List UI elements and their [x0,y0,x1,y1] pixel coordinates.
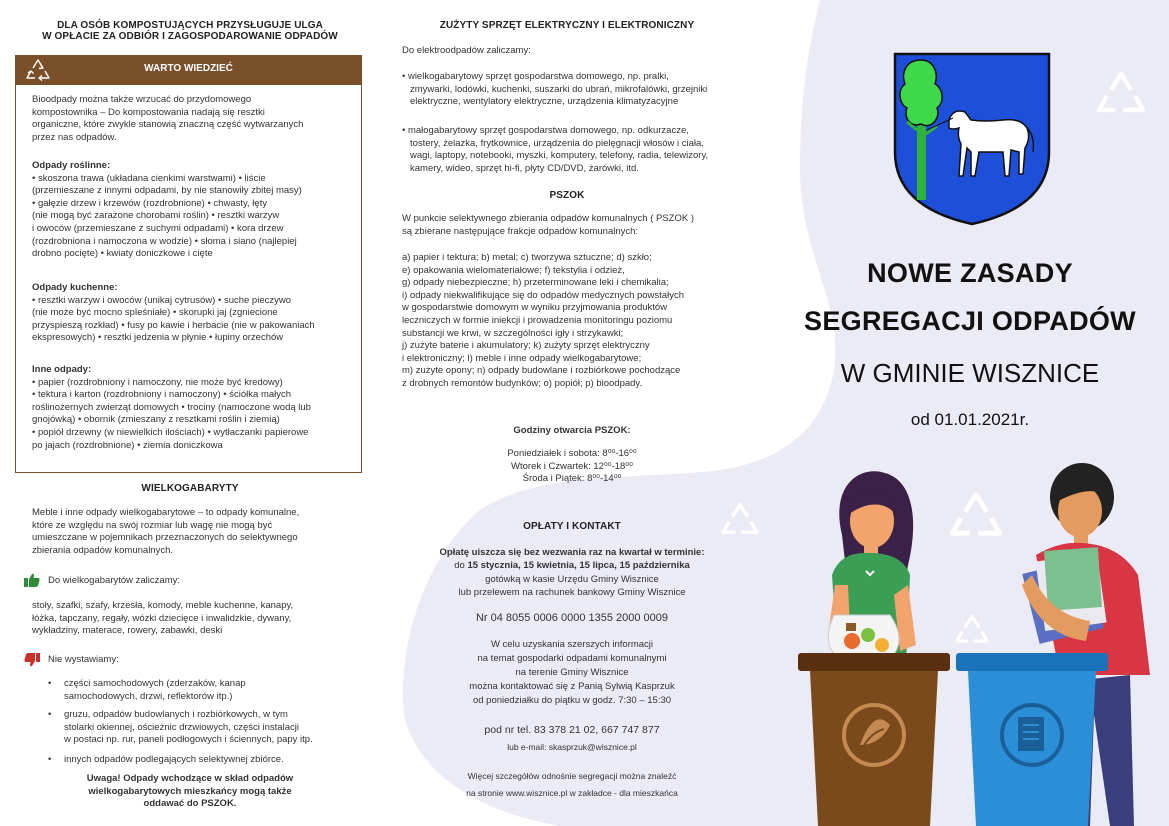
recycle-icon-decor [1092,68,1150,120]
info-line: na temat gospodarki odpadami komunalnymi [477,653,667,664]
intro-line: kompostownika – Do kompostowania nadają się resztki [32,106,265,118]
inne-odpady-title: Inne odpady: [32,364,92,375]
oplaty-line: gotówką w kasie Urzędu Gminy Wisznice [485,574,659,585]
intro-line: Bioodpady można także wrzucać do przydomowego [32,94,252,105]
nie-item-line: stolarki okiennej, ościeżnic drzwiowych, części instalacji [64,721,299,733]
oplaty-do: do [454,560,468,571]
footer-line: Więcej szczegółów odnośnie segregacji można znaleźć [467,771,677,781]
info-line: na terenie Gminy Wisznice [515,667,629,678]
elektro-line: kamery, wideo, sprzęt hi-fi, płyty CD/DVD, żarówki, itd. [410,162,639,174]
pszok-title: PSZOK [549,190,585,201]
zaliczamy-line: łóżka, tapczany, regały, wózki dziecięce i inwalidzkie, dywany, [32,612,292,624]
main-title-line1: NOWE ZASADY [867,258,1073,288]
footer-line[interactable]: na stronie www.wisznice.pl w zakładce - dla mieszkańca [466,788,678,798]
roslinne-line: (rozdrobniona i namoczona w wodzie) • słoma i siano (najlepiej [32,235,297,247]
info-line: od poniedziałku do piątku w godz. 7:30 – 15:30 [472,695,672,706]
nie-item-line: innych odpadów podlegających selektywnej zbiórce. [64,754,284,765]
wielkogabaryty-title: WIELKOGABARYTY [141,483,239,494]
nie-item-line: części samochodowych (zderzaków, kanap [64,678,246,689]
info-line: można kontaktować się z Panią Sylwią Kasprzuk [469,681,675,692]
pszok-fractions-list [402,252,732,391]
pszok-intro-line: są zbierane następujące frakcje odpadów komunalnych: [402,225,639,237]
inne-line: gnojówką) • obornik (zmieszany z resztkami roślin i ziemią) [32,414,280,426]
godziny-line: Poniedziałek i sobota: 8⁰⁰-16⁰⁰ [507,448,637,459]
nie-bullet: • [48,754,52,765]
roslinne-line: • skoszona trawa (układana cienkimi warstwami) • liście [32,172,266,184]
nie-bullet: • [48,709,52,720]
odpady-kuchenne-title: Odpady kuchenne: [32,282,118,293]
roslinne-line: (nie mogą być zarażone chorobami roślin) • resztki warzyw [32,210,280,222]
roslinne-line: • gałęzie drzew i krzewów (rozdrobnione) • chwasty, łęty [32,197,268,209]
oplaty-dates-line [402,560,742,573]
main-title-line3: W GMINIE WISZNICE [840,358,1100,388]
intro-line: przez nas odpadów. [32,131,117,143]
inne-line: • papier (rozdrobniony i namoczony, nie może być kredowy) [32,376,283,388]
recycling-illustration [790,445,1169,826]
uwaga-line: oddawać do PSZOK. [143,798,237,810]
roslinne-line: drobno pocięte) • kwiaty doniczkowe i cięte [32,248,213,260]
inne-line: po jajach (rozdrobnione) • ziemia doniczkowa [32,439,223,451]
email-link[interactable]: lub e-mail: skasprzuk@wisznice.pl [507,742,637,752]
effective-date: od 01.01.2021r. [910,410,1030,429]
kuchenne-line: (nie może być mocno spleśniałe) • skorupki jaj (zgniecione [32,307,278,319]
nie-item-line: samochodowych, drzwi, reflektorów itp.) [64,690,233,702]
zaliczamy-line: wykładziny, materace, rowery, zabawki, deski [32,625,223,637]
pszok-line: substancji we krwi, w szczególności igły i strzykawki; [402,327,624,339]
elektro-line: • małogabarytowy sprzęt gospodarstwa domowego, np. odkurzacze, [402,125,689,136]
pszok-line: leczniczych w formie iniekcji i prowadzenia monitoringu poziomu [402,314,673,326]
nie-bullet: • [48,678,52,689]
roslinne-line: i owoców (przemieszane z suchymi odpadami) • kora drzew [32,222,284,234]
elektro-line: zmywarki, lodówki, kuchenki, suszarki do ubrań, mikrofalówki, grzejniki [410,83,708,95]
elektro-intro: Do elektroodpadów zaliczamy: [402,45,531,56]
elektro-line: elektryczne, wentylatory elektryczne, urządzenia klimatyzacyjne [410,96,679,108]
phone-number: pod nr tel. 83 378 21 02, 667 747 877 [484,724,660,736]
oplaty-dates: 15 stycznia, 15 kwietnia, 15 lipca, 15 października [467,560,690,571]
pszok-intro [402,213,732,238]
oplaty-lead: Opłatę uiszcza się bez wezwania raz na kwartał w terminie: [439,547,705,558]
zaliczamy-line: stoły, szafki, szafy, krzesła, komody, meble kuchenne, kanapy, [32,600,294,611]
pszok-line: j) zużyte baterie i akumulatory; k) zużyty sprzęt elektryczny [402,340,650,352]
oplaty-method [402,574,742,599]
nie-wystawiamy-label: Nie wystawiamy: [48,654,119,665]
pszok-intro-line: W punkcie selektywnego zbierania odpadów komunalnych ( PSZOK ) [402,213,695,224]
inne-line: roślinożernych zwierząt domowych • trociny (namoczone wodą lub [32,401,311,413]
paper-stack [1022,547,1107,644]
oplaty-title: OPŁATY I KONTAKT [523,521,621,532]
kompost-heading-line1: DLA OSÓB KOMPOSTUJĄCYCH PRZYSŁUGUJE ULGA [57,20,323,31]
nie-item-line: gruzu, odpadów budowlanych i rozbiórkowych, w tym [64,709,288,720]
uwaga-line: Uwaga! Odpady wchodzące w skład odpadów [86,773,294,784]
main-title-line2: SEGREGACJI ODPADÓW [804,306,1136,336]
zaliczamy-label: Do wielkogabarytów zaliczamy: [48,575,180,586]
elektro-line: wagi, laptopy, notebooki, myszki, komputery, telefony, radia, telewizory, [410,150,709,162]
coat-of-arms [893,52,1051,226]
odpady-roslinne-title: Odpady roślinne: [32,160,111,171]
uwaga-line: wielkogabarytowych mieszkańcy mogą także [88,785,292,797]
godziny-line: Środa i Piątek: 8⁰⁰-14⁰⁰ [522,473,622,485]
intro-line: organiczne, które zwykle stanowią znaczną część wytwarzanych [32,119,304,131]
elektro-item-large [402,71,732,109]
godziny-title: Godziny otwarcia PSZOK: [513,425,631,436]
warto-wiedziec-title: WARTO WIEDZIEĆ [144,63,233,74]
oplaty-line: lub przelewem na rachunek bankowy Gminy Wisznice [458,586,686,598]
godziny-list [402,448,742,486]
pszok-line: i) odpady niekwalifikujące się do odpadów medycznych powstałych [402,289,684,301]
kuchenne-line: • resztki warzyw i owoców (unikaj cytrusów) • suche pieczywo [32,294,292,306]
elektro-line: tostery, żelazka, frytkownice, urządzenia do pielęgnacji włosów i ciała, [410,137,704,149]
kuchenne-line: ekspresowych) • resztki jedzenia w płynie • łupiny orzechów [32,332,284,344]
wielko-intro-line: które ze względu na swój rozmiar lub wagę nie mogą być [32,519,273,531]
nie-item-line: w postaci np. rur, paneli podłogowych i ściennych, papy itp. [64,734,313,746]
kuchenne-line: przyspieszą rozkład) • fusy po kawie i herbacie (nie w pakowaniach [32,319,315,331]
bioodpady-bin [798,653,950,826]
godziny-line: Wtorek i Czwartek: 12⁰⁰-18⁰⁰ [511,460,633,472]
info-line: W celu uzyskania szerszych informacji [490,639,654,650]
papier-bin [956,653,1108,826]
wielko-intro-line: umieszczane w pojemnikach przeznaczonych do selektywnego [32,532,298,544]
footer-info [402,768,742,802]
inne-line: • popiół drzewny (w niewielkich ilościach) • wytłaczanki papierowe [32,426,309,438]
wielko-intro-line: zbierania odpadów komunalnych. [32,544,174,556]
kontakt-info [402,638,742,708]
kompost-heading-line2: W OPŁACIE ZA ODBIÓR I ZAGOSPODAROWANIE ODPADÓW [42,31,338,42]
bank-account-number: Nr 04 8055 0006 0000 1355 2000 0009 [475,612,669,624]
elektro-item-small [402,125,732,175]
pszok-line: i elektroniczny; l) meble i inne odpady wielkogabarytowe; [402,352,642,364]
pszok-line: z drobnych remontów budynków; o) popiół; p) bioodpady. [402,377,643,389]
pszok-line: m) zużyte opony; n) odpady budowlane i rozbiórkowe pochodzące [402,365,681,377]
pszok-line: e) opakowania wielomateriałowe; f) tekstylia i odzież, [402,264,625,276]
wielko-intro-line: Meble i inne odpady wielkogabarytowe – to odpady komunalne, [32,507,300,518]
pszok-line: g) odpady niebezpieczne; h) przeterminowane leki i chemikalia; [402,277,669,289]
pszok-line: a) papier i tektura; b) metal; c) tworzywa sztuczne; d) szkło; [402,252,652,263]
roslinne-line: (przemieszane z innymi odpadami, by nie stanowiły zbitej masy) [32,185,302,197]
elektro-line: • wielkogabarytowy sprzęt gospodarstwa domowego, np. pralki, [402,71,669,82]
waste-bag [828,615,899,659]
recycle-icon-decor [718,500,762,540]
pszok-line: w gospodarstwie domowym w wyniku przyjmowania produktów [402,302,668,314]
inne-line: • tektura i karton (rozdrobniony i namoczony) • ściółka małych [32,389,292,401]
elektro-title: ZUŻYTY SPRZĘT ELEKTRYCZNY I ELEKTRONICZNY [439,20,695,31]
